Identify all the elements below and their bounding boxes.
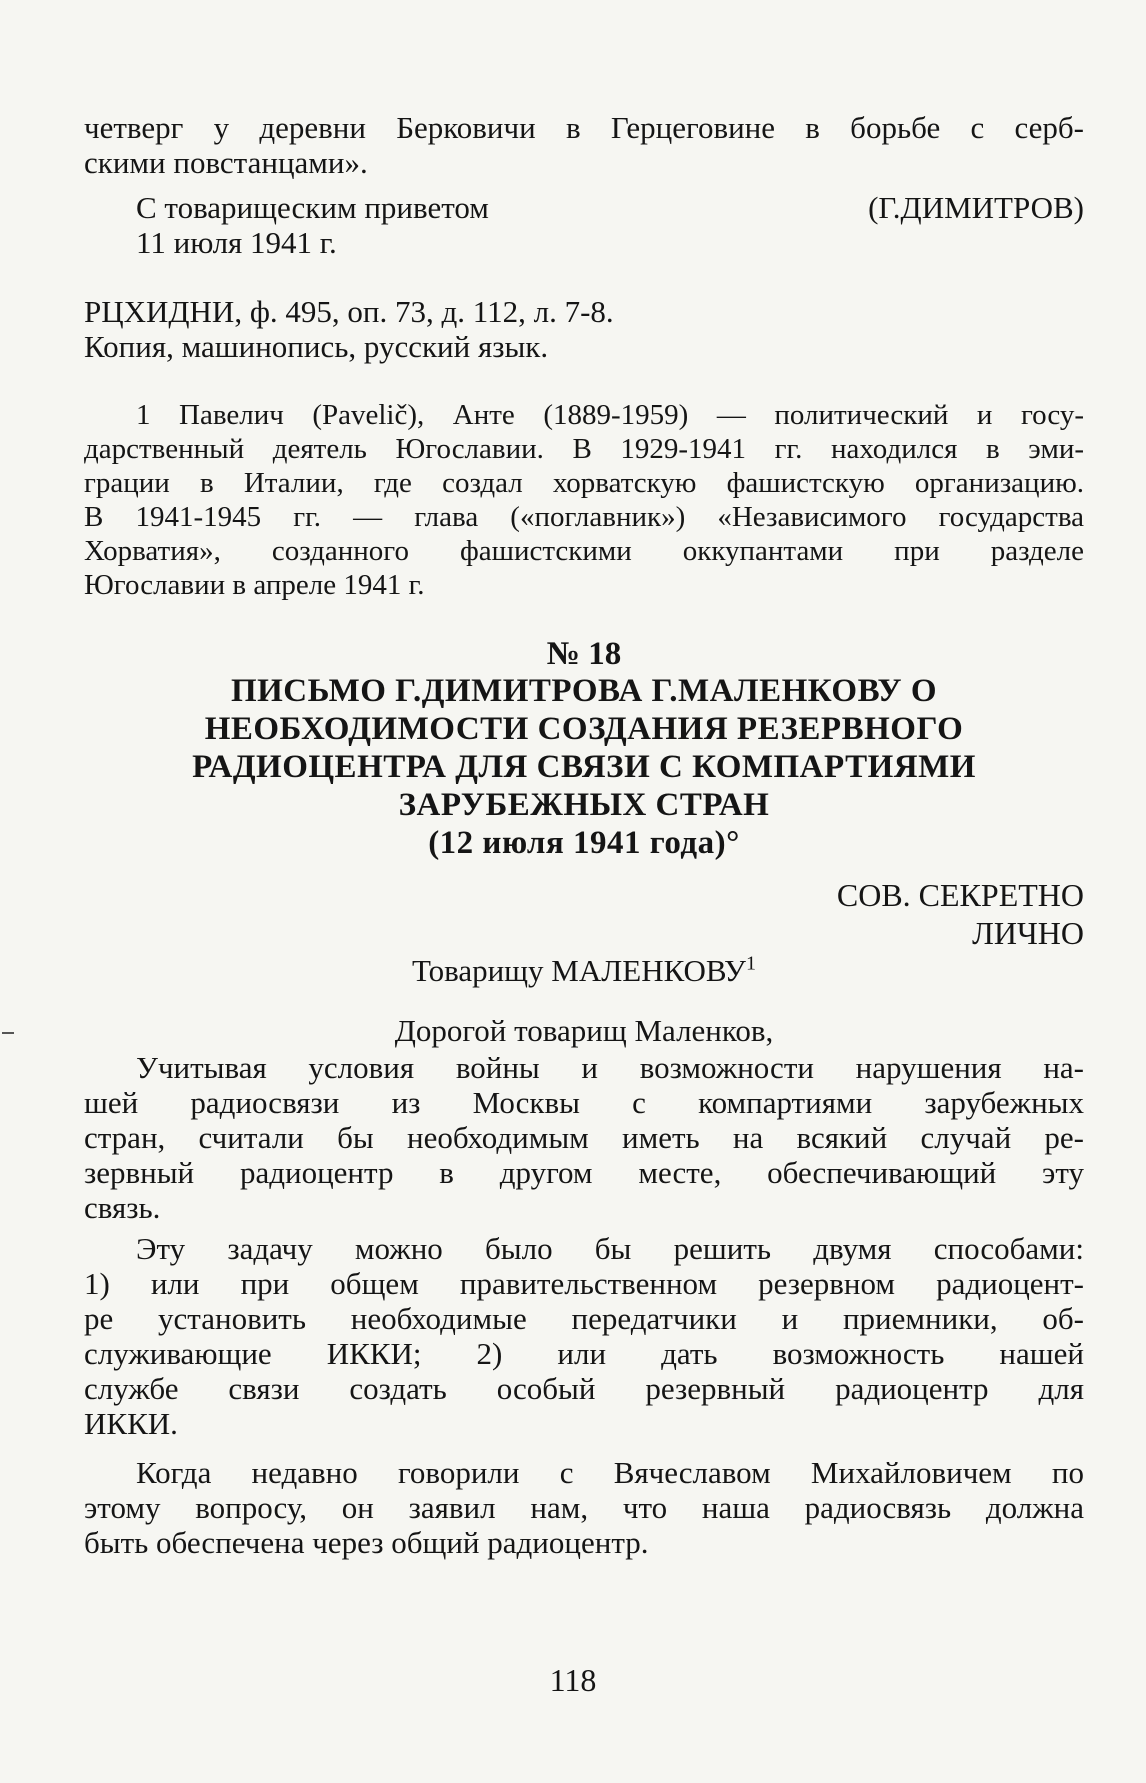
salutation: Дорогой товарищ Маленков, [394, 1013, 774, 1048]
footnote-line: грации в Италии, где создал хорватскую фашистскую организацию. [84, 467, 1084, 499]
body-line: ИККИ. [84, 1406, 178, 1441]
body-line: 1) или при общем правительственном резервном радиоцент- [84, 1266, 1084, 1301]
classification-personal: ЛИЧНО [972, 915, 1084, 951]
footnote [84, 398, 1084, 602]
body-line: Учитывая условия войны и возможности нарушения на- [136, 1050, 1084, 1085]
addressee: Товарищу МАЛЕНКОВУ$^1$ [411, 952, 756, 988]
source-line: Копия, машинопись, русский язык. [84, 329, 549, 364]
document-title-line: ЗАРУБЕЖНЫХ СТРАН [398, 787, 770, 823]
top-paragraph [84, 110, 1084, 180]
text-line: четверг у деревни Берковичи в Герцеговине в борьбе с серб- [84, 110, 1084, 145]
body-line: стран, считали бы необходимым иметь на всякий случай ре- [84, 1120, 1084, 1155]
body-paragraph-2 [84, 1231, 1084, 1441]
body-line: Эту задачу можно было бы решить двумя способами: [136, 1231, 1084, 1266]
body-line: связь. [84, 1190, 161, 1225]
document-title-line: НЕОБХОДИМОСТИ СОЗДАНИЯ РЕЗЕРВНОГО [204, 711, 964, 747]
body-line: шей радиосвязи из Москвы с компартиями зарубежных [84, 1085, 1084, 1120]
body-line: служивающие ИККИ; 2) или дать возможность нашей [84, 1336, 1084, 1371]
margin-mark [2, 1032, 14, 1034]
body-paragraph-3 [84, 1455, 1084, 1560]
classification-secret: СОВ. СЕКРЕТНО [836, 877, 1084, 913]
addressee-note-ref: 1 [746, 952, 756, 975]
page-number: 118 [549, 1662, 597, 1698]
body-line: ре установить необходимые передатчики и приемники, об- [84, 1301, 1084, 1336]
document-date: (12 июля 1941 года)° [428, 825, 740, 861]
classification-block [84, 876, 1084, 952]
signature-date: 11 июля 1941 г. [136, 225, 337, 260]
body-line: зервный радиоцентр в другом месте, обеспечивающий эту [84, 1155, 1084, 1190]
document-title-line: ПИСЬМО Г.ДИМИТРОВА Г.МАЛЕНКОВУ О [230, 673, 938, 709]
document-page [84, 110, 1084, 1560]
footnote-line: дарственный деятель Югославии. В 1929-1941 гг. находился в эми- [84, 433, 1084, 465]
archive-source [84, 294, 1084, 364]
body-line: быть обеспечена через общий радиоцентр. [84, 1525, 649, 1560]
footnote-line: 1 Павелич (Pavelič), Анте (1889-1959) — политический и госу- [136, 399, 1084, 431]
document-number: № 18 [546, 636, 622, 672]
document-title-line: РАДИОЦЕНТРА ДЛЯ СВЯЗИ С КОМПАРТИЯМИ [192, 749, 976, 785]
body-line: Когда недавно говорили с Вячеславом Михайловичем по [136, 1455, 1084, 1490]
document-heading [84, 636, 1084, 862]
source-line: РЦХИДНИ, ф. 495, оп. 73, д. 112, л. 7-8. [84, 294, 614, 329]
signature-row [84, 190, 1084, 225]
body-line: этому вопросу, он заявил нам, что наша радиосвязь должна [84, 1490, 1084, 1525]
signature-greeting: С товарищеским приветом [136, 190, 489, 225]
body-line: службе связи создать особый резервный радиоцентр для [84, 1371, 1084, 1406]
footnote-line: В 1941-1945 гг. — глава («поглавник») «Независимого государства [84, 501, 1084, 533]
text-line: скими повстанцами». [84, 145, 368, 180]
body-paragraph-1 [84, 1050, 1084, 1225]
footnote-line: Хорватия», созданного фашистскими оккупантами при разделе [84, 535, 1084, 567]
footnote-line: Югославии в апреле 1941 г. [84, 569, 425, 601]
signature-name: (Г.ДИМИТРОВ) [868, 190, 1084, 225]
